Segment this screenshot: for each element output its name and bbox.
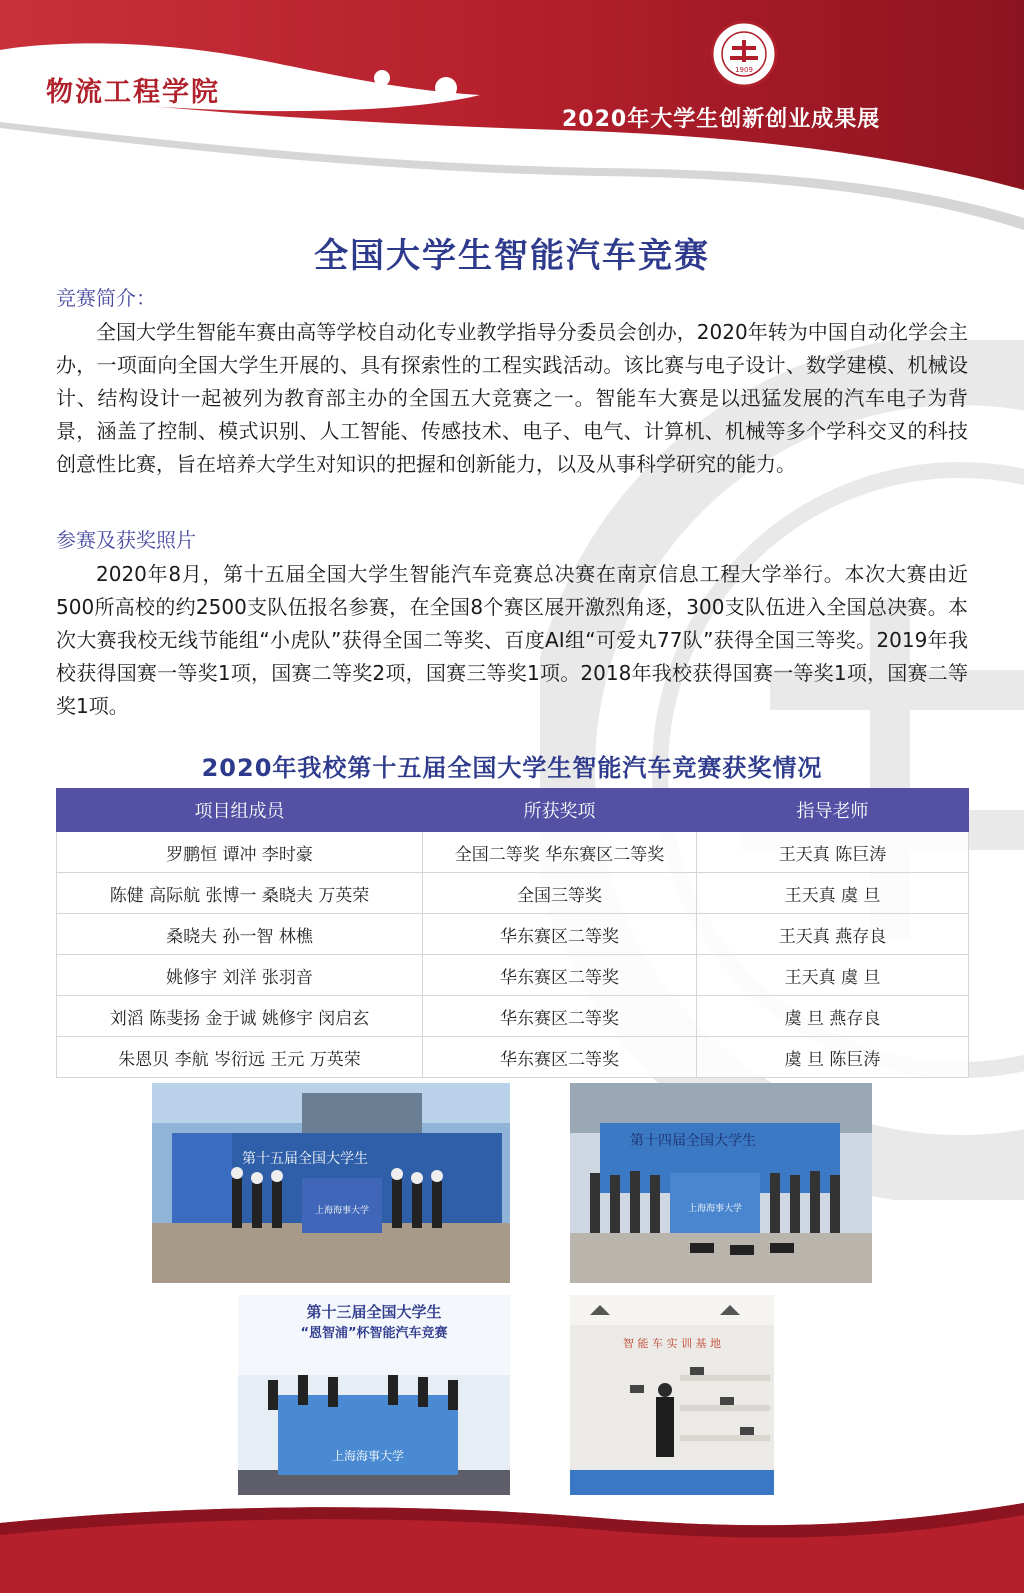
members-cell: 朱恩贝 李航 岑衍远 王元 万英荣 — [57, 1037, 423, 1078]
award-cell: 华东赛区二等奖 — [423, 996, 697, 1037]
award-cell: 华东赛区二等奖 — [423, 914, 697, 955]
photo2-flag-text: 上海海事大学 — [687, 1204, 743, 1214]
advisor-cell: 王天真 虞 旦 — [697, 873, 969, 914]
intro-paragraph: 全国大学生智能车赛由高等学校自动化专业教学指导分委员会创办，2020年转为中国自动化学会主办，一项面向全国大学生开展的、具有探索性的工程实践活动。该比赛与电子设计、数学建模、机械设计、结构设计一起被列为教育部主办的全国五大竞赛之一。智能车大赛是以迅猛发展的汽车电子为背景，涵盖了控制、模式识别、人工智能、传感技术、电子、电气、计算机、机械等多个学科交叉的科技创意性比赛，旨在培养大学生对知识的把握和创新能力，以及从事科学研究的能力。 — [56, 320, 968, 476]
table-row — [57, 914, 969, 955]
members-cell: 桑晓夫 孙一智 林樵 — [57, 914, 423, 955]
expo-title: 2020年大学生创新创业成果展 — [562, 107, 881, 132]
advisor-cell: 王天真 燕存良 — [697, 914, 969, 955]
column-header-award: 所获奖项 — [423, 789, 697, 832]
university-seal-icon — [710, 20, 778, 88]
column-header-advisor: 指导老师 — [697, 789, 969, 832]
column-header-members: 项目组成员 — [57, 789, 423, 832]
photo-award-ceremony — [238, 1295, 510, 1495]
advisor-cell: 虞 旦 燕存良 — [697, 996, 969, 1037]
members-cell: 刘滔 陈斐扬 金于诚 姚修宇 闵启玄 — [57, 996, 423, 1037]
table-row — [57, 873, 969, 914]
photo1-flag-text: 上海海事大学 — [314, 1206, 370, 1216]
footer-banner — [0, 1493, 1024, 1593]
award-cell: 华东赛区二等奖 — [423, 1037, 697, 1078]
members-cell: 罗鹏恒 谭冲 李时豪 — [57, 832, 423, 873]
table-row — [57, 832, 969, 873]
advisor-cell: 虞 旦 陈巨涛 — [697, 1037, 969, 1078]
award-cell: 全国三等奖 — [423, 873, 697, 914]
award-cell: 全国二等奖 华东赛区二等奖 — [423, 832, 697, 873]
table-row — [57, 1037, 969, 1078]
table-row — [57, 955, 969, 996]
table-row — [57, 996, 969, 1037]
intro-heading: 竞赛简介： — [56, 286, 156, 310]
photos-heading: 参赛及获奖照片 — [56, 528, 196, 552]
photo4-wall-text: 智 能 车 实 训 基 地 — [623, 1337, 721, 1350]
members-cell: 陈健 高际航 张博一 桑晓夫 万英荣 — [57, 873, 423, 914]
photo2-banner-text: 第十四届全国大学生 — [630, 1133, 756, 1149]
table-title: 2020年我校第十五届全国大学生智能汽车竞赛获奖情况 — [201, 754, 823, 782]
photo3-banner-line1: 第十三届全国大学生 — [306, 1303, 442, 1321]
photo-training-lab — [570, 1295, 774, 1495]
photo3-flag-text: 上海海事大学 — [331, 1449, 405, 1463]
members-cell: 姚修宇 刘洋 张羽音 — [57, 955, 423, 996]
page-title: 全国大学生智能汽车竞赛 — [314, 236, 710, 276]
department-name: 物流工程学院 — [46, 77, 220, 108]
seal-year: 1909 — [735, 66, 753, 74]
photo3-banner-line2: “恩智浦”杯智能汽车竞赛 — [300, 1326, 448, 1341]
advisor-cell: 王天真 陈巨涛 — [697, 832, 969, 873]
award-cell: 华东赛区二等奖 — [423, 955, 697, 996]
photo-team-outdoor — [152, 1083, 510, 1283]
advisor-cell: 王天真 虞 旦 — [697, 955, 969, 996]
photo-team-indoor-cars — [570, 1083, 872, 1283]
photo1-banner-text: 第十五届全国大学生 — [242, 1151, 368, 1167]
table-header-row — [57, 789, 969, 832]
photos-paragraph: 2020年8月，第十五届全国大学生智能汽车竞赛总决赛在南京信息工程大学举行。本次大赛由近500所高校的约2500支队伍报名参赛，在全国8个赛区展开激烈角逐，300支队伍进入全国总决赛。本次大赛我校无线节能组“小虎队”获得全国二等奖、百度AI组“可爱丸77队”获得全国三等奖。2019年我校获得国赛一等奖1项，国赛二等奖2项，国赛三等奖1项。2018年我校获得国赛一等奖1项，国赛二等奖1项。 — [56, 562, 968, 718]
award-table — [56, 788, 969, 1078]
